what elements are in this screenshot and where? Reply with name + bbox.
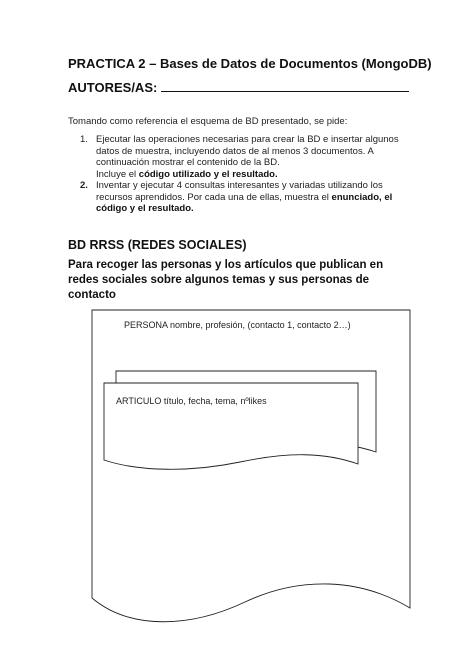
section-title: BD RRSS (REDES SOCIALES): [68, 238, 247, 252]
task-include-prefix: Incluye el: [96, 168, 139, 180]
page-title: PRACTICA 2 – Bases de Datos de Documentos (MongoDB): [68, 56, 432, 71]
task-text: Inventar y ejecutar 4 consultas interesantes y variadas utilizando los recursos aprendidos. Por cada una de ellas, muestra el: [96, 180, 383, 203]
articulo-label: ARTICULO título, fecha, tema, nºlikes: [116, 396, 267, 406]
authors-label: AUTORES/AS:: [68, 80, 158, 95]
task-text: Ejecutar las operaciones necesarias para crear la BD e insertar algunos datos de muestra, incluyendo datos de al menos 3 documentos. A continuación mostrar el contenido de la BD.: [96, 134, 399, 168]
task-bold-text: enunciado, el código y el resultado.: [96, 191, 393, 214]
task-number: 1.: [80, 134, 88, 145]
task-include-bold: código utilizado y el resultado.: [138, 168, 278, 180]
section-description: Para recoger las personas y los artículos que publican en redes sociales sobre algunos temas y sus personas de contacto: [68, 259, 384, 301]
intro-text: Tomando como referencia el esquema de BD presentado, se pide:: [68, 116, 348, 127]
persona-label: PERSONA nombre, profesión, (contacto 1, contacto 2…): [124, 320, 351, 330]
task-number: 2.: [80, 180, 88, 191]
